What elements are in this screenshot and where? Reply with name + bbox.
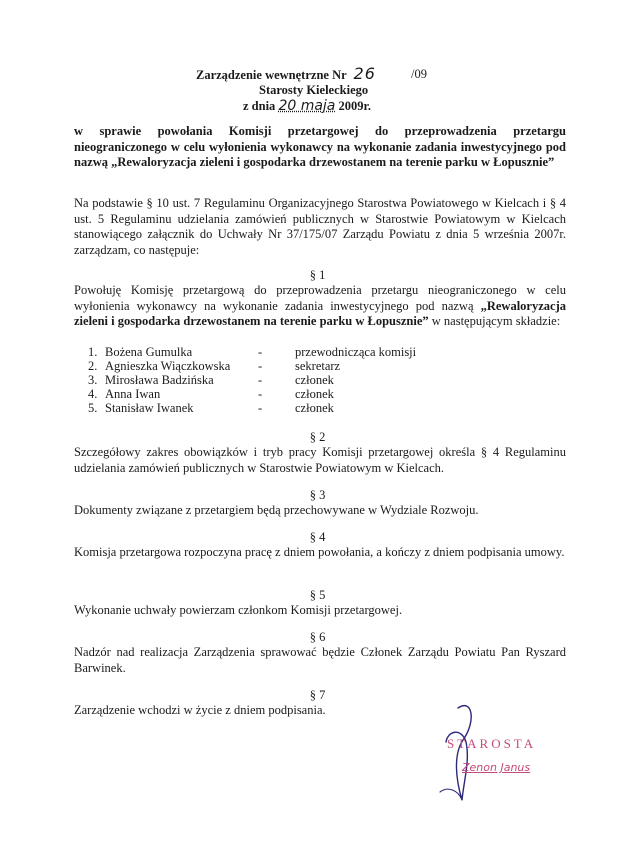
stamp-title: STAROSTA: [447, 736, 537, 751]
member-dash: -: [258, 387, 263, 401]
member-name: Mirosława Badzińska: [105, 373, 214, 387]
handwritten-date: 20 maja: [278, 98, 336, 114]
member-number: 5.: [88, 401, 98, 415]
member-role: sekretarz: [295, 359, 341, 373]
member-number: 4.: [88, 387, 98, 401]
section-1-project-name: „Rewaloryzacja zieleni i gospodarka drzewostanem na terenie parku w Łopusznie”: [74, 298, 566, 328]
handwritten-signature: [418, 700, 578, 810]
list-item: [88, 359, 488, 373]
list-item: [88, 345, 488, 359]
member-role: członek: [295, 401, 334, 415]
handwritten-number: 26: [353, 64, 376, 83]
member-name: Bożena Gumulka: [105, 345, 193, 359]
member-role: członek: [295, 373, 334, 387]
header-date-line: [243, 98, 371, 114]
header-year-suffix: /09: [411, 67, 427, 81]
section-heading-7: § 7: [309, 688, 326, 702]
section-6-text: Nadzór nad realizacja Zarządzenia sprawować będzie Członek Zarządu Powiatu Pan Ryszard Barwinek.: [74, 645, 566, 675]
section-heading-5: § 5: [309, 588, 326, 602]
header-date-prefix: z dnia: [243, 99, 276, 113]
section-1-text-b: w następującym składzie:: [428, 314, 561, 328]
member-name: Stanisław Iwanek: [105, 401, 194, 415]
section-heading-1: § 1: [309, 268, 326, 282]
document-subject: w sprawie powołania Komisji przetargowej do przeprowadzenia przetargu nieograniczonego w celu wyłonienia wykonawcy na wykonanie zadania inwestycyjnego pod nazwą „Rewaloryzacja zieleni i gospodarka drzewostanem na terenie parku w Łopusznie”: [74, 124, 566, 169]
list-item: [88, 373, 488, 387]
member-name: Anna Iwan: [105, 387, 161, 401]
legal-basis-paragraph: Na podstawie § 10 ust. 7 Regulaminu Organizacyjnego Starostwa Powiatowego w Kielcach i § 4 ust. 5 Regulaminu udzielania zamówień publicznych w Starostwie Powiatowym w Kielcach stanowiącego załącznik do Uchwały Nr 37/175/07 Zarządu Powiatu z dnia 5 września 2007r. zarządzam, co następuje:: [74, 196, 566, 257]
member-number: 1.: [88, 345, 98, 359]
section-5-text: Wykonanie uchwały powierzam członkom Komisji przetargowej.: [74, 603, 403, 617]
section-3-text: Dokumenty związane z przetargiem będą przechowywane w Wydziale Rozwoju.: [74, 503, 479, 517]
list-item: [88, 401, 488, 415]
section-heading-6: § 6: [309, 630, 326, 644]
section-heading-2: § 2: [309, 430, 326, 444]
header-issuer: Starosty Kieleckiego: [259, 83, 369, 97]
section-heading-4: § 4: [309, 530, 326, 544]
section-2-text: Szczegółowy zakres obowiązków i tryb pracy Komisji przetargowej określa § 4 Regulaminu udzielania zamówień publicznych w Starostwie Powiatowym w Kielcach.: [74, 445, 566, 475]
section-heading-3: § 3: [309, 488, 326, 502]
member-dash: -: [258, 345, 263, 359]
member-name: Agnieszka Wiączkowska: [105, 359, 231, 373]
section-4-text: Komisja przetargowa rozpoczyna pracę z dniem powołania, a kończy z dniem podpisania umowy.: [74, 545, 565, 559]
member-role: przewodnicząca komisji: [295, 345, 417, 359]
member-number: 2.: [88, 359, 98, 373]
member-number: 3.: [88, 373, 98, 387]
list-item: [88, 387, 488, 401]
header-title-prefix: Zarządzenie wewnętrzne Nr: [196, 68, 347, 82]
header-date-suffix: 2009r.: [338, 99, 372, 113]
section-7-text: Zarządzenie wchodzi w życie z dniem podpisania.: [74, 703, 326, 717]
committee-member-list: [88, 345, 488, 415]
section-1-text: [74, 283, 566, 330]
member-dash: -: [258, 373, 263, 387]
header-title-line: [196, 66, 380, 83]
stamp-signatory-name: Zenon Janus: [462, 761, 531, 774]
member-dash: -: [258, 401, 263, 415]
section-1-text-a: Powołuję Komisję przetargową do przeprowadzenia przetargu nieograniczonego w celu wyłonienia wykonawcy na wykonanie zadania inwestycyjnego pod nazwą: [74, 283, 566, 313]
member-dash: -: [258, 359, 263, 373]
member-role: członek: [295, 387, 334, 401]
